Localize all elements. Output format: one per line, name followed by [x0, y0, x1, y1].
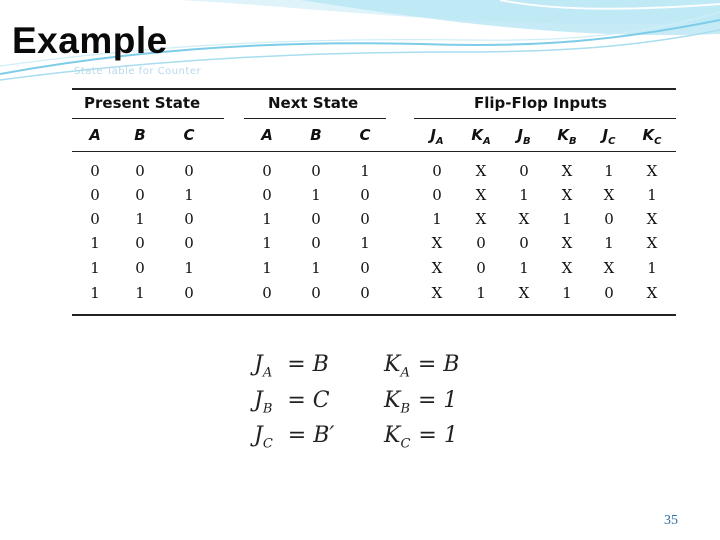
equation-variable: K [384, 388, 401, 413]
group-header-next-state: Next State [268, 94, 359, 112]
equation-j [254, 352, 329, 380]
column-header-name: B [134, 126, 146, 144]
column-header-subscript: A [482, 136, 491, 147]
table-cell: 1 [311, 259, 321, 277]
equation-j [254, 423, 334, 451]
table-cell: 1 [262, 259, 272, 277]
table-cell: X [603, 259, 615, 277]
column-header-name: J [430, 126, 436, 144]
table-cell: 1 [90, 259, 100, 277]
column-header [120, 126, 160, 144]
equation-variable: K [384, 423, 401, 448]
table-cell: X [646, 284, 658, 302]
table-cell: 1 [562, 284, 572, 302]
table-cell: 0 [311, 162, 321, 180]
table-top-rule [72, 88, 676, 90]
table-cell: 0 [262, 162, 272, 180]
column-header-subscript: C [654, 136, 662, 147]
table-cell: 0 [604, 210, 614, 228]
table-cell: 0 [135, 186, 145, 204]
equation-subscript: C [262, 436, 273, 452]
table-cell: 1 [519, 186, 529, 204]
table-cell: X [603, 186, 615, 204]
equation-k [384, 423, 458, 451]
table-cell: 0 [476, 234, 486, 252]
table-cell: 0 [311, 234, 321, 252]
equation-subscript: A [400, 365, 410, 381]
column-header-rule [72, 151, 676, 152]
table-cell: 0 [360, 259, 370, 277]
present-state-underline [72, 118, 224, 119]
table-cell: X [646, 234, 658, 252]
table-cell: 1 [519, 259, 529, 277]
table-cell: 1 [647, 259, 657, 277]
table-cell: 0 [90, 210, 100, 228]
column-header [547, 126, 587, 147]
table-cell: 0 [311, 210, 321, 228]
column-header-name: C [183, 126, 195, 144]
equation-k [384, 388, 457, 416]
table-cell: 0 [135, 234, 145, 252]
column-header-subscript: A [435, 136, 444, 147]
column-header-subscript: C [608, 136, 616, 147]
column-header-subscript: B [569, 136, 577, 147]
column-header-name: J [517, 126, 523, 144]
equation-rhs: = B′ [280, 423, 335, 448]
table-cell: 0 [262, 284, 272, 302]
table-cell: 0 [184, 210, 194, 228]
table-cell: 0 [90, 186, 100, 204]
table-cell: 0 [432, 186, 442, 204]
table-cell: 0 [311, 284, 321, 302]
column-header-name: K [557, 126, 569, 144]
table-cell: 1 [604, 162, 614, 180]
table-caption: State Table for Counter [74, 66, 202, 77]
table-cell: 0 [476, 259, 486, 277]
table-cell: 0 [90, 162, 100, 180]
table-cell: X [561, 186, 573, 204]
column-header-name: C [359, 126, 371, 144]
table-cell: 0 [135, 259, 145, 277]
column-header [632, 126, 672, 147]
equation-variable: J [254, 388, 263, 413]
equation-rhs: = 1 [418, 388, 458, 413]
table-cell: 1 [360, 162, 370, 180]
equation-variable: J [254, 423, 263, 448]
table-cell: X [431, 259, 443, 277]
table-cell: X [518, 210, 530, 228]
table-cell: 0 [360, 210, 370, 228]
table-cell: 0 [360, 284, 370, 302]
equation-rhs: = B [280, 352, 329, 377]
column-header [461, 126, 501, 147]
column-header-name: K [642, 126, 655, 144]
column-header-subscript: B [522, 136, 531, 147]
next-state-underline [244, 118, 386, 119]
table-cell: 1 [432, 210, 442, 228]
equation-variable: J [254, 352, 263, 377]
equation-subscript: A [262, 365, 273, 381]
table-cell: X [518, 284, 530, 302]
column-header [345, 126, 385, 144]
equation-rhs: = B [417, 352, 460, 377]
equation-variable: K [384, 352, 401, 377]
table-cell: 1 [184, 259, 194, 277]
slide-title: Example [12, 20, 168, 61]
table-cell: 1 [135, 210, 145, 228]
table-cell: X [646, 210, 658, 228]
column-header-name: B [310, 126, 322, 144]
table-cell: X [431, 284, 443, 302]
table-cell: X [646, 162, 658, 180]
table-bottom-rule [72, 314, 676, 316]
table-cell: X [475, 186, 487, 204]
column-header-name: A [89, 126, 101, 144]
table-cell: X [475, 210, 487, 228]
equation-rhs: = C [280, 388, 330, 413]
table-cell: 1 [562, 210, 572, 228]
table-cell: 1 [604, 234, 614, 252]
group-header-present-state: Present State [84, 94, 201, 112]
table-cell: 1 [90, 284, 100, 302]
table-cell: 1 [311, 186, 321, 204]
table-cell: 1 [135, 284, 145, 302]
equation-subscript: B [262, 401, 273, 417]
table-cell: X [475, 162, 487, 180]
table-cell: 1 [476, 284, 486, 302]
equation-subscript: B [400, 401, 410, 417]
table-cell: 0 [604, 284, 614, 302]
equation-j [254, 388, 330, 416]
column-header [589, 126, 629, 147]
column-header-name: A [261, 126, 273, 144]
table-cell: 1 [262, 210, 272, 228]
column-header [247, 126, 287, 144]
table-cell: 0 [519, 162, 529, 180]
table-cell: 1 [360, 234, 370, 252]
table-cell: 1 [647, 186, 657, 204]
table-cell: X [561, 234, 573, 252]
table-cell: 0 [184, 234, 194, 252]
table-cell: X [431, 234, 443, 252]
column-header [417, 126, 457, 147]
equation-rhs: = 1 [418, 423, 458, 448]
table-cell: X [561, 162, 573, 180]
table-cell: 0 [135, 162, 145, 180]
table-cell: 0 [360, 186, 370, 204]
table-cell: 1 [90, 234, 100, 252]
column-header-name: J [602, 126, 609, 144]
column-header [75, 126, 115, 144]
slide-number: 35 [664, 513, 678, 528]
table-cell: 0 [432, 162, 442, 180]
table-cell: 1 [262, 234, 272, 252]
flip-flop-inputs-underline [414, 118, 676, 119]
table-cell: 1 [184, 186, 194, 204]
table-cell: 0 [184, 284, 194, 302]
table-cell: X [561, 259, 573, 277]
group-header-flip-flop-inputs: Flip-Flop Inputs [474, 94, 607, 112]
column-header [169, 126, 209, 144]
equation-k [384, 352, 459, 380]
table-cell: 0 [184, 162, 194, 180]
column-header-name: K [471, 126, 483, 144]
equation-subscript: C [400, 436, 411, 452]
table-cell: 0 [262, 186, 272, 204]
column-header [504, 126, 544, 147]
table-cell: 0 [519, 234, 529, 252]
column-header [296, 126, 336, 144]
